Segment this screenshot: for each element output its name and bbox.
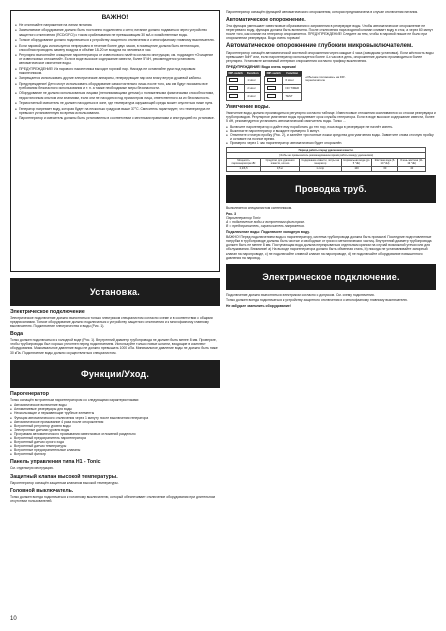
dip-header: Function: [283, 71, 302, 77]
dip-normal-position-note: «Обычное положение» на DIP-переключателе: [305, 74, 346, 83]
pipes-text: ВАЖНО! Перед подключением воды к парогенератору, система трубопровода должна быть промыта! Последние подготовленные патрубки в трубопроводе должны быть чистые и свободные от грязи и металлических частиц. Внутренний диаметр трубопровода должен быть не менее 8 мм. Поступающая вода должна перекрываться отдельным краном на случай возможной утечки или для обслуживания. Внимание! a) На выходе парогенератора должно быть обменная сталь, b) никогда не устанавливайте запорный клапан на паропроводе, c) не подключайте сливной клапан на паропроводе, d) не подключайте оборудование повышенного давления на паровод.: [226, 235, 432, 260]
softening-text: Умягчение воды должно производиться регулярно согласно таблице. Известковые отложения скапливаются со стоком резервуара и трубопроводов. Регулярное умягчение воды продлевает срок службы генератора. Если в воде высокое содержание извести, более 5 dH, рекомендуется установить автоматический смягчитель воды. Тонко ...: [226, 110, 436, 124]
steam-generator-intro: Тонко оснащён встроенным парогенератором со следующими характеристиками:: [10, 397, 140, 402]
dip-switch-table-left: [226, 71, 261, 101]
steam-feature-item: ● Автоматическое промывание 4 раза после опорожнения: [10, 420, 220, 424]
electrical-banner: [226, 264, 436, 290]
left-column: [10, 10, 220, 504]
period-table-cell: 40: [398, 166, 426, 171]
pipes-banner-title: Проводка труб.: [295, 184, 367, 195]
control-panel-text: См. отдельную инструкцию.: [10, 466, 54, 471]
electrical-text-2: Тонко должен всегда подключаться к устройству защитного отключения и к многофазному главному выключателю.: [226, 298, 408, 303]
figure-label: Рис. 3: [226, 211, 237, 216]
warning-item: ● Запрещается использовать другие электрические аппараты, генерирующие пар или влагу внутри душевой кабины.: [15, 76, 215, 80]
main-switch-text: Тонко должен всегда подключаться к головному выключателю, который обеспечивает отключение оборудования при длительном отсутствии пользователей.: [10, 494, 215, 503]
softening-step: ● Выключите парогенератор и выждите примерно 5 минут.: [226, 129, 436, 133]
steam-feature-item: ● Автоматическое включение воды: [10, 403, 220, 407]
warning-list: [15, 23, 215, 120]
dip-switch-table-right: [264, 71, 302, 101]
dip-switch-tables: [226, 71, 436, 101]
electrical-heading: Электрическое подключение: [10, 309, 85, 315]
right-column: [226, 10, 436, 310]
softening-step: ● Включите парогенератор и дайте ему поработать до тех пор, пока вода в резервуаре не начнёт кипеть.: [226, 125, 436, 129]
dip-header: Function: [246, 71, 259, 76]
deep-drain-warning: ПРЕДУПРЕЖДЕНИЕ! Вода очень горячая!: [226, 64, 297, 69]
dip-function: 4 Hour: [245, 92, 261, 100]
period-table-cell: 2,2/6,5: [227, 166, 261, 171]
period-table-cell: 60: [372, 166, 398, 171]
deep-drain-heading: Автоматическое опорожнение глубоким микровыключателем.: [226, 43, 413, 50]
period-table-subtitle: (Чтобы не превышалось рекомендованное время работы между удалениями): [227, 153, 426, 158]
steam-feature-item: ● Встроенный фильтр: [10, 452, 220, 456]
warning-item: ● Заземляемое оборудование должно быть постоянно подключено к сети; питание должно подаваться через устройство защитного отключения (RCD/GFCI) с током срабатывания не превышающим 30 мА и хозяйственные воды.: [15, 28, 215, 36]
installation-banner: [10, 278, 220, 306]
figure-parogen: Парогенератор Tonic: [226, 215, 261, 220]
period-table-head-cell: Мощность парогенератора кВт: [227, 158, 261, 166]
dip-switch-graphic: [227, 92, 245, 100]
warning-item: ● Генератор нагревает воду, которая будет на несколько градусов выше 37°C. Смеситель гарантирует, что температура не превысит установленную во время использования.: [15, 107, 215, 115]
warning-item: ● Не отключайте напряжение на линии питания.: [15, 23, 215, 27]
dip-header: DIP-switch: [266, 71, 281, 76]
water-text: Тонко должен подключаться к холодной воде (Рис. 1). Внутренний диаметр трубопровода не должен быть менее 8 мм. Проверьте, чтобы трубопроводы был хорошо уплотнен перед подключением. Используйте только новые шланги, входящие в комплект оборудования. Максимальное давление воды не должно превышать 1000 кПа. Минимальное давление воды не должно быть ниже 30 кПа. Подключение воды должно осуществляться специалистом.: [10, 338, 218, 355]
main-switch-heading: Головной выключатель.: [10, 487, 74, 494]
descaling-period-table: [226, 147, 426, 172]
dip-switch-graphic: [227, 76, 245, 84]
electrical-text: Электрическое подключение должно выполняться только электриком специалистом согласно схеме и в соответствии с общими предписаниями. Тонкое оборудование должно подключаться к устройству защитного отключения и к многофазному главному выключателю. Подключение электричества и воды (Рис. 1).: [10, 316, 213, 329]
softening-step: ● Отвинтите сточную пробку (Рис. 2), и залейте три полные ложки средства для умягчения воды. Завинтите снова сточную пробку и оставьте на ночное время.: [226, 133, 436, 141]
dip-function: 6 Hour: [283, 76, 302, 84]
intro-text: Парогенератор оснащён функцией автоматического опорожнения, которая предназначена в случае отключения питания.: [226, 10, 419, 14]
protection-valve-text: Парогенератор оснащён защитным клапаном высокой температуры.: [10, 480, 119, 485]
warning-item: ● Тонкое оборудование должно подключаться к устройству защитного отключения и к многофазному главному выключателю.: [15, 38, 215, 42]
water-heading: Вода: [10, 331, 24, 338]
period-table-head-cell: Очень жёсткая (11-19 °dH): [398, 158, 426, 166]
dip-switch-graphic: [265, 92, 283, 100]
steam-feature-item: ● Алюминиевые резервуары для воды: [10, 407, 220, 411]
period-table-cell: 100: [341, 166, 372, 171]
warning-item: ● Парогенератор и смеситель должны быть установлены в соответствии с местными правилами и инструкцией по установке.: [15, 116, 215, 120]
steam-feature-item: ● Электронные датчики уровня воды: [10, 428, 220, 432]
softening-steps: [226, 125, 436, 145]
steam-feature-item: ● Встроенный регулятор уровня воды: [10, 424, 220, 428]
steam-feature-item: ● Нескользящие и нержавеющие трубные элементы: [10, 411, 220, 415]
dip-header: DIP-switch: [228, 71, 243, 76]
steam-feature-item: ● Функция автоматического отключения через 1 минуту после выключения генератора: [10, 416, 220, 420]
warning-title: ВАЖНО!: [101, 14, 129, 21]
figure-b: B = предохранитель, ограничитель напряжения.: [226, 223, 305, 228]
protection-valve-heading: Защитный клапан высокой температуры.: [10, 473, 118, 480]
steam-feature-item: ● Программа автоматического промывания известковых отложений раздельно: [10, 432, 220, 436]
electrical-banner-title: Электрическое подключение.: [262, 271, 400, 282]
softening-heading: Умягчение воды.: [226, 103, 270, 110]
ground-warning: Не забудьте заземлить оборудование!: [226, 303, 291, 308]
warning-item: ● Предупреждение! Дети могут использовать оборудование самостоятельно лишь после того, как им будут показаны все требования безопасного использования и т. п. а также необходимые меры безопасности.: [15, 82, 215, 90]
water-connection: Подключение воды: Подключите холодную воду.: [226, 229, 310, 234]
steam-feature-item: ● Встроенный датчик температуры: [10, 444, 220, 448]
electrical-text-1: Подключение должно выполняться электриком согласно с допуском. См. схему подключения.: [226, 292, 375, 297]
period-table-head-cell: Содержание извести, литры на генератор: [301, 159, 340, 166]
dip-function: 2 Hour: [245, 84, 261, 92]
control-panel-heading: Панель управления типа H1 - Tonic: [10, 459, 101, 466]
pipes-intro: Выполняется специалистом сантехником.: [226, 206, 293, 211]
softening-step: ● Примерно через 1 час парогенератор автоматически будет опорожнён.: [226, 141, 436, 145]
steam-features-list: [10, 403, 220, 456]
warning-item: ● Регулярно выполняйте очищение парогенератора от известкового налёта согласно инструкции, см. подраздел «Очищение от известковых отложений». Если в воде высокое содержание извести, более 5°dH, рекомендуется установить автоматическое смягчение воды.: [15, 53, 215, 65]
period-table-title: Период работы перед удалением извести.: [227, 148, 426, 153]
dip-function: NO TIMER: [283, 84, 302, 92]
warning-item: ● Если паровой душ используется непрерывно в течение более двух часов, в помещение должна быть вентиляция, способная проводить замену воздуха в объёме 18-20 м³ воздуха на человека в час.: [15, 44, 215, 52]
period-table-cell: 1 литр: [299, 166, 341, 171]
period-table-head-cell: Средство для удаления извести, кол-во: [261, 158, 300, 166]
dip-switch-graphic: [265, 76, 283, 84]
page-number: 10: [10, 616, 17, 622]
steam-feature-item: ● Встроенный датчик сухого хода: [10, 440, 220, 444]
steam-generator-heading: Парогенератор: [10, 390, 49, 397]
installation-banner-title: Установка.: [90, 287, 140, 297]
period-table-cell: 0,5 кг: [261, 166, 300, 171]
functions-banner-title: Функции/Уход.: [80, 368, 150, 379]
steam-feature-item: ● Встроенные предохранительные клапаны: [10, 448, 220, 452]
warning-item: ● Оборудование не должно использоваться лицами (непонимающими детьми) с пониженными физическими способностями, недостаточным опытом или знаниями, если они не находятся под присмотром лица, ответственного за их безопасность.: [15, 91, 215, 99]
dip-function: TEST: [283, 92, 302, 100]
autodrain-text: Эта функция уменьшает известковые образования и загрязнения в резервуаре воды. Чтобы автоматическое опорожнение не перегревало воду, функция должна быть включена. После отключения пара водяной клапан сливает воду в сток, а через 60 минут после того, как клапан на генератор опорожняется. ПРЕДУПРЕЖДЕНИЕ! Следите за тем, чтобы в паровой нишке не было при опорожнении резервуара. Вода очень горячая!: [226, 24, 433, 41]
warning-item: ● Термостатный смеситель не должен находиться в зоне, где температура окружающей среды может опуститься ниже нуля.: [15, 101, 215, 105]
important-warning-box: [10, 10, 220, 272]
autodrain-heading: Автоматическое опорожнение.: [226, 17, 306, 24]
deep-drain-text: Парогенератор оснащён автоматической системой опорожнения через каждые 4 часа (заводская установка). Если жёсткость воды превышает 5dH° или, если парогенератор используется более 4-х часов в день, опорожнение должно производиться более регулярно. Установите желаемый интервал опорожнения согласно графику выключения.: [226, 50, 434, 64]
figure-a: A = подключение воды к встроенным фильтром.: [226, 219, 305, 224]
pipes-banner: [226, 175, 436, 203]
functions-banner: [10, 360, 220, 388]
warning-item: ● ПРЕДУПРЕЖДЕНИЕ! Из парового наконечника выходит горячий пар. Никогда не оставляйте руки под паровым наконечником.: [15, 67, 215, 75]
dip-switch-graphic: [265, 84, 283, 92]
period-table-head-cell: Нормальная вода (до 5 °dH): [341, 158, 372, 166]
dip-function: 1 Hour: [245, 76, 261, 84]
period-table-head-cell: Жёсткая вода (6-10 °dH): [372, 158, 398, 166]
dip-switch-graphic: [227, 84, 245, 92]
steam-feature-item: ● Встроенный предохранитель парогенератора: [10, 436, 220, 440]
